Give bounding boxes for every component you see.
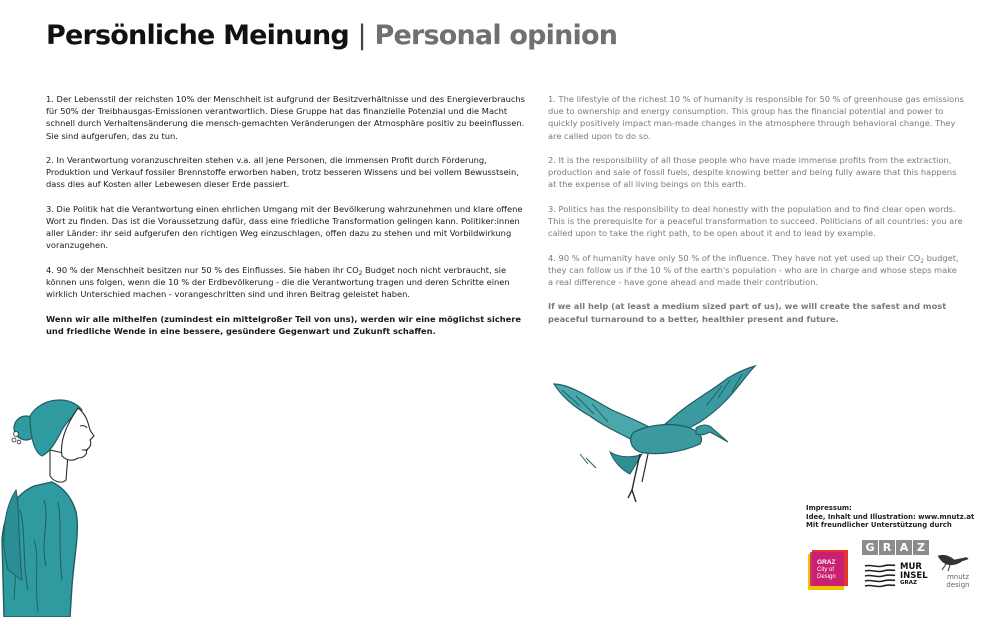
title-german: Persönliche Meinung bbox=[46, 20, 349, 51]
impressum-support: Mit freundlicher Unterstützung durch bbox=[806, 521, 952, 530]
title-english: Personal opinion bbox=[374, 20, 618, 51]
gcod-line-1: GRAZ bbox=[817, 559, 836, 566]
gcod-line-3: Design bbox=[817, 574, 836, 580]
english-paragraph-4 bbox=[548, 252, 964, 289]
english-paragraph-2: 2. It is the responsibility of all those people who have made immense profits from the extraction, production and sale of fossil fuels, despite knowing better and being fully aware that this happens at the expense of all living beings on this earth. bbox=[548, 155, 957, 190]
english-paragraph-3: 3. Politics has the responsibility to deal honestly with the population and to find clear open words. This is the prerequisite for a peaceful transformation to succeed. Politicians of all countries: you are called upon to take the right path, to be open about it and to lead by example. bbox=[548, 203, 963, 239]
impressum-heading: Impressum: bbox=[806, 504, 852, 512]
heron-illustration bbox=[550, 362, 760, 507]
german-column bbox=[46, 93, 526, 349]
mnutz-bird-icon bbox=[936, 548, 970, 572]
german-paragraph-2: 2. In Verantwortung voranzuschreiten stehen v.a. all jene Personen, die immensen Profit durch Förderung, Produktion und Verkauf fossiler Brennstoffe erworben haben, trotz besseren Wissens und bei vollem Bewusstsein, dass dies auf Kosten aller Lebewesen dieser Erde passiert. bbox=[46, 155, 519, 190]
murinsel-logo-icon bbox=[863, 562, 897, 590]
mnutz-wordmark bbox=[943, 574, 973, 589]
english-paragraph-5: If we all help (at least a medium sized part of us), we will create the safest and most peaceful turnaround to a better, healthier present and future. bbox=[548, 301, 947, 324]
graz-letter-r: R bbox=[879, 540, 895, 555]
german-paragraph-3: 3. Die Politik hat die Verantwortung einen ehrlichen Umgang mit der Bevölkerung wahrzunehmen und klare offene Wort zu finden. Das ist die Voraussetzung dafür, dass eine friedliche Transformation gelingen kann. Politiker:innen aller Länder: ihr seid aufgerufen den richtigen Weg einzuschlagen, offen dazu zu stehen und mit Vorbildwirkung voranzugehen. bbox=[46, 203, 523, 251]
impressum-credits: Idee, Inhalt und Illustration: www.mnutz.at bbox=[806, 512, 975, 521]
german-paragraph-1: 1. Der Lebensstil der reichsten 10% der Menschheit ist aufgrund der Besitzverhältnisse und des Energieverbrauchs für 50% der Treibhausgas-Emissionen verantwortlich. Diese Gruppe hat das finanzielle Potenzial und die Macht schnell durch Verhaltensänderung die mensch-gemachten Veränderungen der Atmosphäre positiv zu beeinflussen. Sie sind aufgerufen, das zu tun. bbox=[46, 94, 525, 141]
page-title bbox=[46, 20, 617, 51]
german-p4-after: Budget noch nicht verbraucht, sie können uns folgen, wenn die 10 % der Erdbevölkerung - die die Verantwortung tragen und deren Schritte einen wirklich Unterschied machen - vorangeschritten sind und ihren Beitrag geleistet haben. bbox=[46, 264, 510, 300]
gcod-line-2: City of bbox=[817, 567, 835, 573]
german-paragraph-4 bbox=[46, 264, 526, 301]
mur-line-2: INSEL bbox=[900, 570, 928, 581]
german-p4-subscript: 2 bbox=[358, 270, 363, 277]
impressum bbox=[806, 504, 996, 530]
graz-letter-a: A bbox=[896, 540, 912, 555]
mnutz-line-1: mnutz bbox=[946, 573, 970, 581]
english-column bbox=[548, 93, 964, 337]
german-paragraph-5: Wenn wir alle mithelfen (zumindest ein mittelgroßer Teil von uns), werden wir eine möglichst sichere und friedliche Wende in eine bessere, gesündere Gegenwart und Zukunft schaffen. bbox=[46, 313, 522, 336]
mur-line-3: GRAZ bbox=[900, 580, 917, 587]
english-p4-before: 4. 90 % of humanity have only 50 % of the influence. They have not yet used up their CO bbox=[548, 252, 921, 263]
mnutz-line-2: design bbox=[946, 580, 970, 589]
graz-city-of-design-logo bbox=[808, 548, 850, 590]
mur-line-1: MUR bbox=[900, 562, 922, 572]
german-p4-before: 4. 90 % der Menschheit besitzen nur 50 % des Einflusses. Sie haben ihr CO bbox=[46, 264, 359, 275]
graz-letter-z: Z bbox=[913, 540, 929, 555]
english-p4-after: budget, they can follow us if the 10 % of the earth's population - who are in charge and whose steps make a real difference - have gone ahead and made their contribution. bbox=[548, 252, 959, 287]
english-p4-subscript: 2 bbox=[920, 258, 924, 265]
woman-illustration bbox=[0, 390, 115, 617]
english-paragraph-1: 1. The lifestyle of the richest 10 % of humanity is responsible for 50 % of greenhouse gas emissions due to ownership and energy consumption. This group has the financial potential and power to quickly positively impact man-made changes in the atmosphere through behavioral change. They are called upon to do so. bbox=[548, 94, 964, 141]
graz-letter-g: G bbox=[862, 540, 878, 555]
murinsel-wordmark bbox=[900, 563, 928, 587]
title-separator: | bbox=[357, 20, 366, 51]
